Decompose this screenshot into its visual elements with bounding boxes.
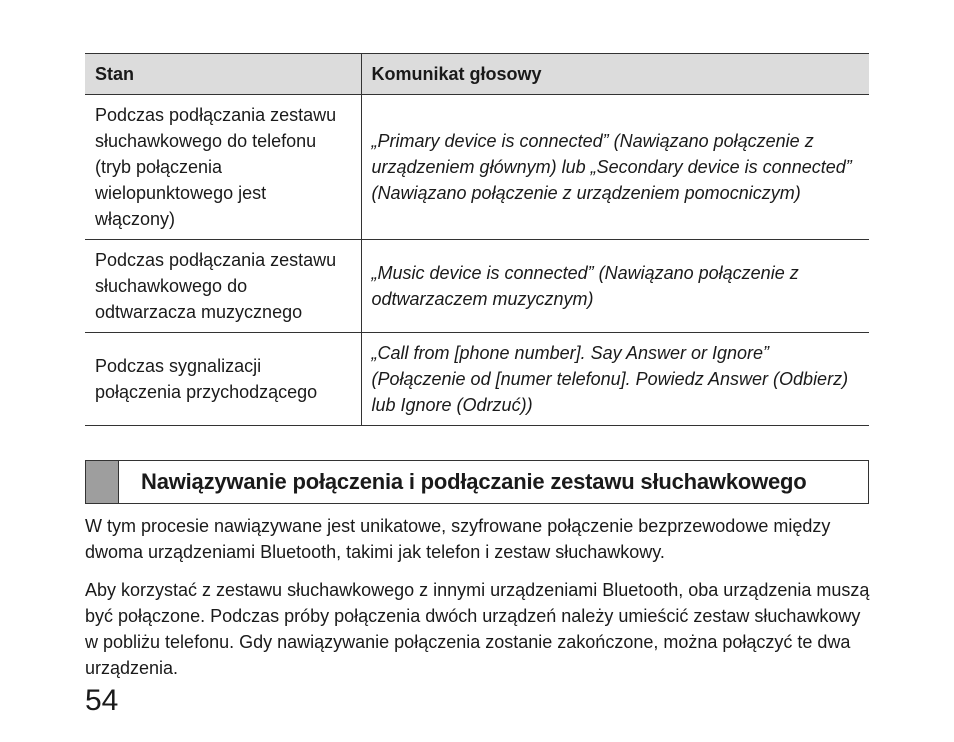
header-voice-message: Komunikat głosowy [361,54,869,95]
section-marker [86,461,119,503]
paragraph-instructions: Aby korzystać z zestawu słuchawkowego z innymi urządzeniami Bluetooth, oba urządzenia muszą być połączone. Podczas próby połączenia dwóch urządzeń należy umieścić zestaw słuchawkowy w pobliżu telefonu. Gdy nawiązywanie połączenia zostanie zakończone, można połączyć te dwa urządzenia. [85,580,870,678]
row-message: „Music device is connected” (Nawiązano połączenie z odtwarzaczem muzycznym) [361,240,869,333]
row-state: Podczas sygnalizacji połączenia przychodzącego [85,333,361,426]
row-state: Podczas podłączania zestawu słuchawkowego do odtwarzacza muzycznego [85,240,361,333]
page-number: 54 [85,684,119,717]
table [85,53,869,426]
voice-message-table [85,53,869,426]
table-header-row [85,54,869,95]
row-message: „Call from [phone number]. Say Answer or Ignore” (Połączenie od [numer telefonu]. Powiedz Answer (Odbierz) lub Ignore (Odrzuć)) [361,333,869,426]
table-row [85,240,869,333]
section-header [85,460,869,504]
row-message: „Primary device is connected” (Nawiązano połączenie z urządzeniem głównym) lub „Secondary device is connected” (Nawiązano połączenie z urządzeniem pomocniczym) [361,95,869,240]
section-title: Nawiązywanie połączenia i podłączanie zestawu słuchawkowego [141,469,807,494]
table-row [85,95,869,240]
paragraph-intro: W tym procesie nawiązywane jest unikatowe, szyfrowane połączenie bezprzewodowe między dwoma urządzeniami Bluetooth, takimi jak telefon i zestaw słuchawkowy. [85,516,831,562]
header-state: Stan [85,54,361,95]
table-row [85,333,869,426]
row-state: Podczas podłączania zestawu słuchawkowego do telefonu (tryb połączenia wielopunktowego jest włączony) [85,95,361,240]
